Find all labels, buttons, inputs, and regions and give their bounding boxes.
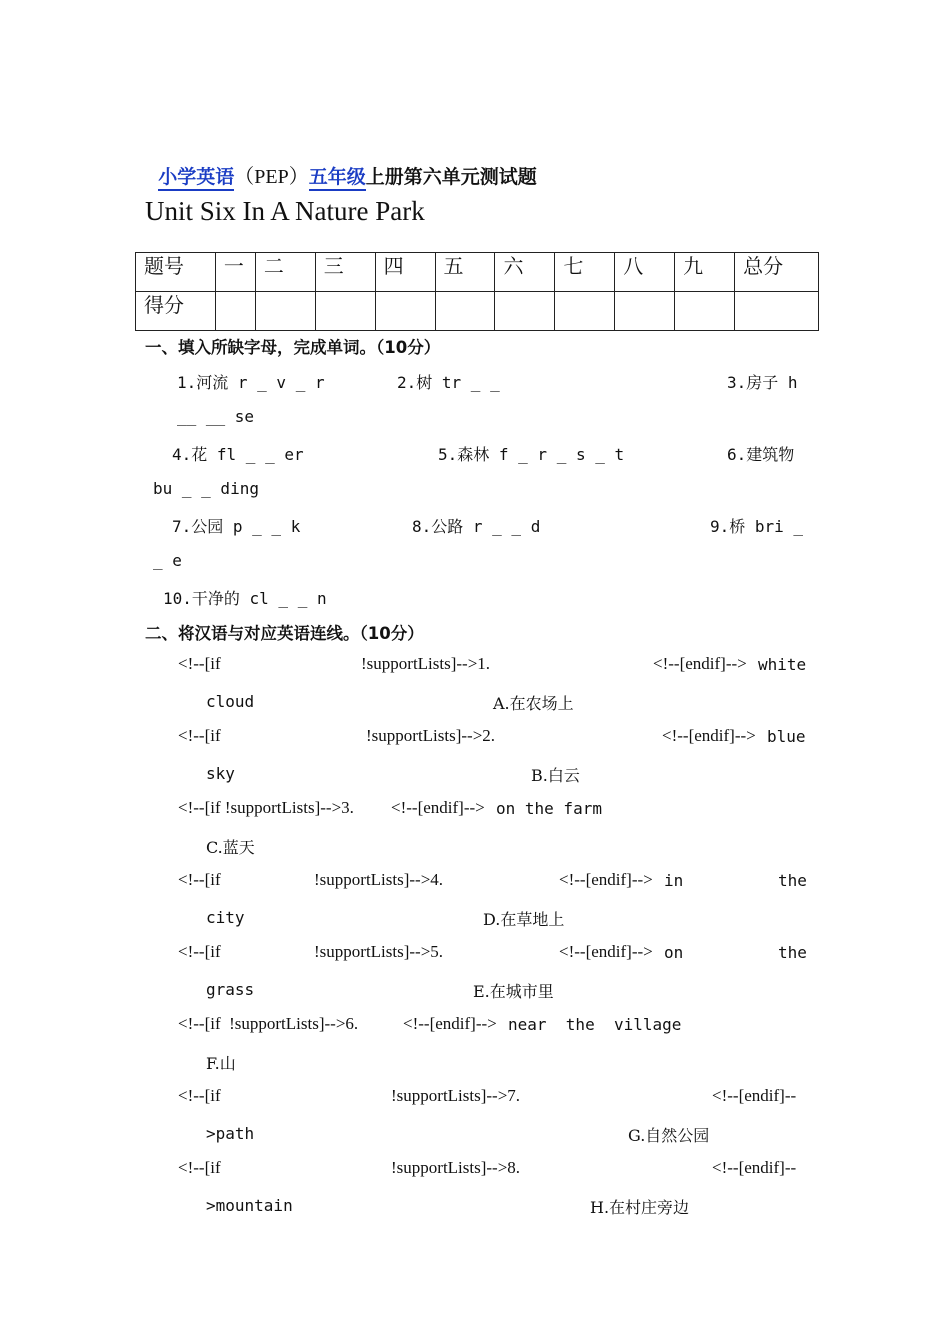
exercise-line: 10.干净的 cl _ _ n	[163, 589, 327, 608]
section-1-heading: 一、填入所缺字母，完成单词。（10分）	[145, 338, 441, 357]
table-cell: 九	[675, 253, 735, 292]
match-english-phrase: blue	[767, 727, 806, 746]
match-item-marker: <!--[if	[178, 654, 221, 673]
table-cell: 三	[315, 253, 375, 292]
match-chinese-option: F.山	[206, 1054, 236, 1073]
unit-subtitle: Unit Six In A Nature Park	[145, 196, 425, 226]
score-table-score-row	[136, 292, 819, 331]
match-english-phrase: cloud	[206, 692, 255, 711]
match-english-phrase: the	[778, 943, 807, 962]
exercise-line: 1.河流 r _ v _ r	[177, 373, 325, 392]
match-item-marker: <!--[if	[178, 870, 221, 889]
score-table-header-row	[136, 253, 819, 292]
score-input-cell[interactable]	[215, 292, 255, 331]
match-item-marker: <!--[endif]-->	[559, 942, 653, 961]
match-item-marker: <!--[endif]-->	[403, 1014, 497, 1033]
exercise-line: __ __ se	[177, 407, 255, 426]
title-link-primary-english[interactable]: 小学英语	[158, 166, 234, 191]
match-item-marker: !supportLists]-->4.	[314, 870, 444, 889]
match-item-marker: <!--[endif]-->	[653, 654, 747, 673]
match-item-marker: <!--[if	[178, 942, 221, 961]
match-chinese-option: D.在草地上	[483, 910, 565, 929]
match-item-marker: <!--[endif]--	[712, 1086, 797, 1105]
match-item-marker: <!--[endif]-->	[662, 726, 756, 745]
section-2-heading: 二、将汉语与对应英语连线。（10分）	[145, 624, 424, 643]
exercise-line: 3.房子 h	[727, 373, 798, 392]
match-item-marker: <!--[endif]-->	[391, 798, 485, 817]
score-input-cell[interactable]	[555, 292, 615, 331]
match-chinese-option: E.在城市里	[473, 982, 554, 1001]
title-link-grade-five[interactable]: 五年级	[309, 166, 366, 191]
match-item-marker: !supportLists]-->1.	[361, 654, 491, 673]
exercise-line: 9.桥 bri _	[710, 517, 804, 536]
table-cell: 题号	[136, 253, 216, 292]
match-chinese-option: B.白云	[531, 766, 580, 785]
match-item-marker: !supportLists]-->7.	[391, 1086, 521, 1105]
match-item-marker: <!--[if !supportLists]-->3.	[178, 798, 354, 817]
table-cell: 总分	[735, 253, 819, 292]
match-english-phrase: white	[758, 655, 807, 674]
table-cell: 一	[215, 253, 255, 292]
match-item-marker: <!--[if !supportLists]-->6.	[178, 1014, 359, 1033]
exercise-line: 6.建筑物	[727, 445, 795, 464]
title-pep: （PEP）	[234, 166, 309, 188]
match-item-marker: <!--[if	[178, 1086, 221, 1105]
match-english-phrase: near the village	[508, 1015, 682, 1034]
score-input-cell[interactable]	[255, 292, 315, 331]
table-cell: 六	[495, 253, 555, 292]
score-input-cell[interactable]	[495, 292, 555, 331]
table-cell: 八	[615, 253, 675, 292]
score-input-cell[interactable]	[435, 292, 495, 331]
match-english-phrase: the	[778, 871, 807, 890]
score-input-cell[interactable]	[675, 292, 735, 331]
table-cell: 五	[435, 253, 495, 292]
exercise-line: 4.花 fl _ _ er	[172, 445, 304, 464]
exercise-line: 7.公园 p _ _ k	[172, 517, 301, 536]
score-input-cell[interactable]	[615, 292, 675, 331]
match-english-phrase: grass	[206, 980, 255, 999]
document-title	[145, 138, 537, 189]
score-input-cell[interactable]	[315, 292, 375, 331]
match-english-phrase: city	[206, 908, 245, 927]
score-input-cell[interactable]	[375, 292, 435, 331]
match-english-phrase: >path	[206, 1124, 255, 1143]
match-english-phrase: in	[664, 871, 684, 890]
score-input-cell[interactable]	[735, 292, 819, 331]
match-item-marker: !supportLists]-->8.	[391, 1158, 521, 1177]
match-item-marker: !supportLists]-->2.	[366, 726, 496, 745]
match-english-phrase: >mountain	[206, 1196, 293, 1215]
exercise-line: bu _ _ ding	[153, 479, 259, 498]
match-item-marker: <!--[endif]--	[712, 1158, 797, 1177]
match-chinese-option: H.在村庄旁边	[590, 1198, 690, 1217]
match-english-phrase: on	[664, 943, 684, 962]
exercise-line: 2.树 tr _ _	[397, 373, 500, 392]
table-cell: 二	[255, 253, 315, 292]
title-rest: 上册第六单元测试题	[365, 166, 537, 188]
match-english-phrase: on the farm	[496, 799, 602, 818]
match-chinese-option: G.自然公园	[628, 1126, 710, 1145]
table-cell: 得分	[136, 292, 216, 331]
score-table	[135, 252, 819, 331]
table-cell: 七	[555, 253, 615, 292]
exercise-line: _ e	[153, 551, 182, 570]
match-chinese-option: A.在农场上	[493, 694, 574, 713]
match-chinese-option: C.蓝天	[206, 838, 255, 857]
table-cell: 四	[375, 253, 435, 292]
match-english-phrase: sky	[206, 764, 235, 783]
exercise-line: 5.森林 f _ r _ s _ t	[438, 445, 625, 464]
match-item-marker: !supportLists]-->5.	[314, 942, 444, 961]
match-item-marker: <!--[endif]-->	[559, 870, 653, 889]
exercise-line: 8.公路 r _ _ d	[412, 517, 541, 536]
match-item-marker: <!--[if	[178, 726, 221, 745]
match-item-marker: <!--[if	[178, 1158, 221, 1177]
